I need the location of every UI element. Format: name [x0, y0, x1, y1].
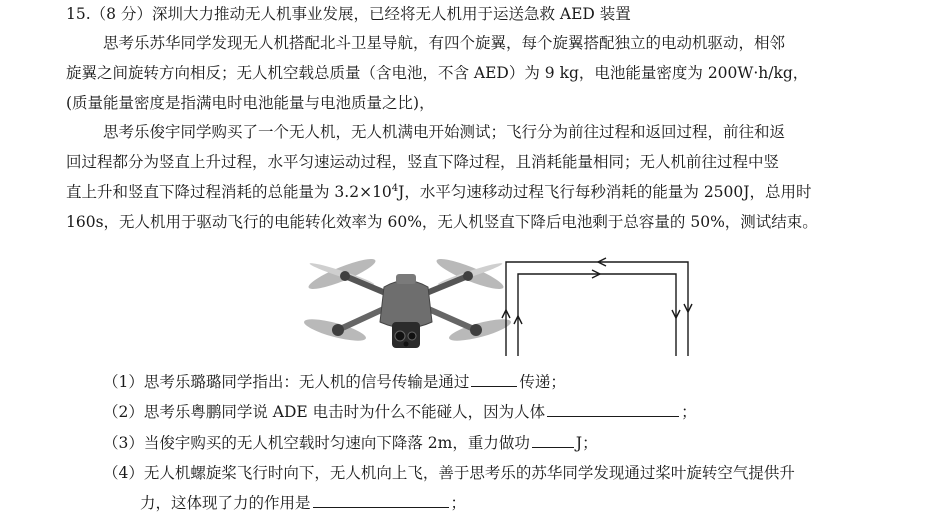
- paragraph-line-1: 思考乐苏华同学发现无人机搭配北斗卫星导航，有四个旋翼，每个旋翼搭配独立的电动机驱动，相邻: [103, 34, 786, 52]
- paragraph-line-2: 旋翼之间旋转方向相反；无人机空载总质量（含电池，不含 AED）为 9 kg，电池能量密度为 200W·h/kg，: [66, 64, 809, 82]
- subquestion-1: [103, 371, 566, 393]
- subquestion-2-tail: ；: [681, 403, 697, 421]
- energy-text-post: J，水平匀速移动过程飞行每秒消耗的能量为 2500J，总用时: [398, 183, 812, 201]
- answer-blank-2[interactable]: [547, 401, 679, 417]
- subquestion-4-line-2: [140, 492, 466, 514]
- paragraph-line-7: 160s，无人机用于驱动飞行的电能转化效率为 60%，无人机竖直下降后电池剩于总容量的 50%，测试结束。: [66, 213, 818, 231]
- subquestion-1-text: （1）思考乐璐璐同学指出：无人机的信号传输是通过: [103, 373, 470, 391]
- subquestion-2-text: （2）思考乐粤鹏同学说 ADE 电击时为什么不能碰人，因为人体: [103, 403, 546, 421]
- subquestion-2: [103, 401, 697, 423]
- subquestion-3-text: （3）当俊宇购买的无人机空载时匀速向下降落 2m，重力做功: [103, 434, 530, 452]
- subquestion-4-tail: ；: [450, 494, 467, 512]
- answer-blank-1[interactable]: [471, 371, 517, 387]
- question-number: 15.: [66, 5, 91, 23]
- figure-svg: [300, 252, 720, 362]
- subquestion-1-tail: 传递；: [519, 373, 566, 391]
- question-points: （8 分）: [90, 5, 152, 23]
- subquestion-3-tail: J；: [575, 434, 598, 452]
- paragraph-line-3: (质量能量密度是指满电时电池能量与电池质量之比)，: [66, 94, 435, 112]
- exponent: 4: [391, 182, 399, 194]
- energy-text-pre: 直上升和竖直下降过程消耗的总能量为 3.2×10: [66, 183, 392, 201]
- paragraph-line-6: [66, 181, 811, 203]
- answer-blank-4[interactable]: [313, 492, 449, 508]
- subquestion-4: （4）无人机螺旋桨飞行时向下，无人机向上飞，善于思考乐的苏华同学发现通过桨叶旋转空气提供升: [103, 464, 795, 482]
- subquestion-4-text: 力，这体现了力的作用是: [140, 494, 311, 512]
- subquestion-3: [103, 432, 598, 454]
- question-intro: 深圳大力推动无人机事业发展，已经将无人机用于运送急救 AED 装置: [151, 5, 631, 23]
- question-header: [66, 3, 631, 25]
- figure: [300, 252, 720, 362]
- paragraph-line-4: 思考乐俊宇同学购买了一个无人机，无人机满电开始测试；飞行分为前往过程和返回过程，前往和返: [103, 123, 786, 141]
- answer-blank-3[interactable]: [532, 432, 574, 448]
- flight-path-arrows-icon: [502, 258, 692, 356]
- paragraph-line-5: 回过程都分为竖直上升过程，水平匀速运动过程，竖直下降过程，且消耗能量相同；无人机前往过程中竖: [66, 153, 780, 171]
- quadcopter-drone-icon: [302, 254, 512, 348]
